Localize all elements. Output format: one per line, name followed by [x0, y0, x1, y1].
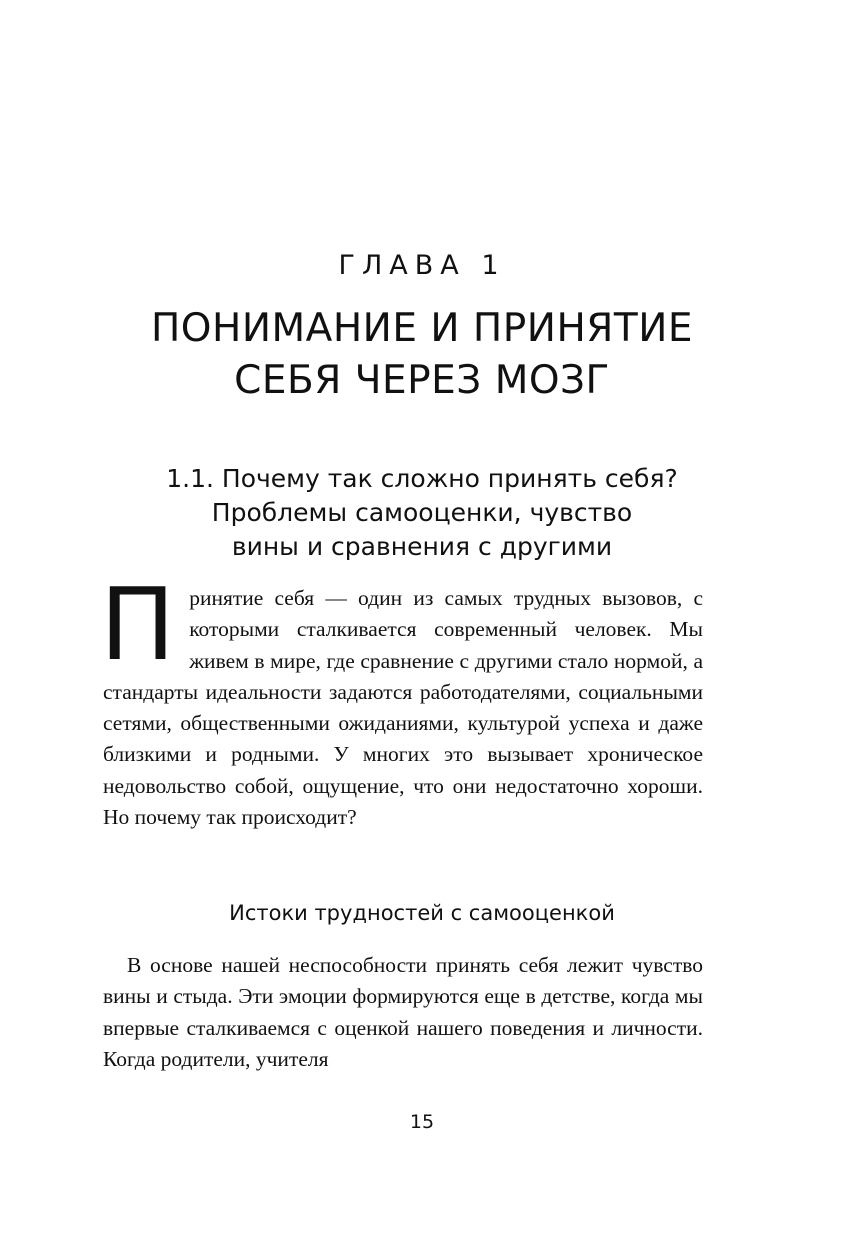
- chapter-title-line-2: СЕБЯ ЧЕРЕЗ МОЗГ: [234, 358, 610, 403]
- drop-cap: П: [100, 566, 176, 683]
- section-title-line-3: вины и сравнения с другими: [231, 532, 613, 561]
- intro-paragraph-text: ринятие себя — один из самых трудных вызовов, с которыми сталкивается современный человек. Мы живем в мире, где сравнение с другими стало нормой, а стандарты идеальности задаются работодателями, социальными сетями, общественными ожиданиями, культурой успеха и даже близкими и родными. У многих это вызывает хроническое недовольство собой, ощущение, что они недостаточно хороши. Но почему так происходит?: [103, 586, 703, 830]
- subsection-paragraph: В основе нашей неспособности принять себя лежит чувство вины и стыда. Эти эмоции формируются еще в детстве, когда мы впервые сталкиваемся с оценкой нашего поведения и личности. Когда родители, учителя: [103, 953, 703, 1071]
- section-title-line-2: Проблемы самооценки, чувство: [211, 498, 633, 527]
- chapter-title-line-1: ПОНИМАНИЕ И ПРИНЯТИЕ: [150, 306, 694, 351]
- section-title: [0, 462, 844, 564]
- section-title-line-1: 1.1. Почему так сложно принять себя?: [166, 464, 678, 493]
- page-number: 15: [409, 1111, 435, 1133]
- chapter-label: ГЛАВА 1: [338, 250, 506, 281]
- chapter-title: [0, 303, 844, 407]
- intro-paragraph: [100, 566, 703, 833]
- subsection-heading: Истоки трудностей с самооценкой: [229, 901, 615, 925]
